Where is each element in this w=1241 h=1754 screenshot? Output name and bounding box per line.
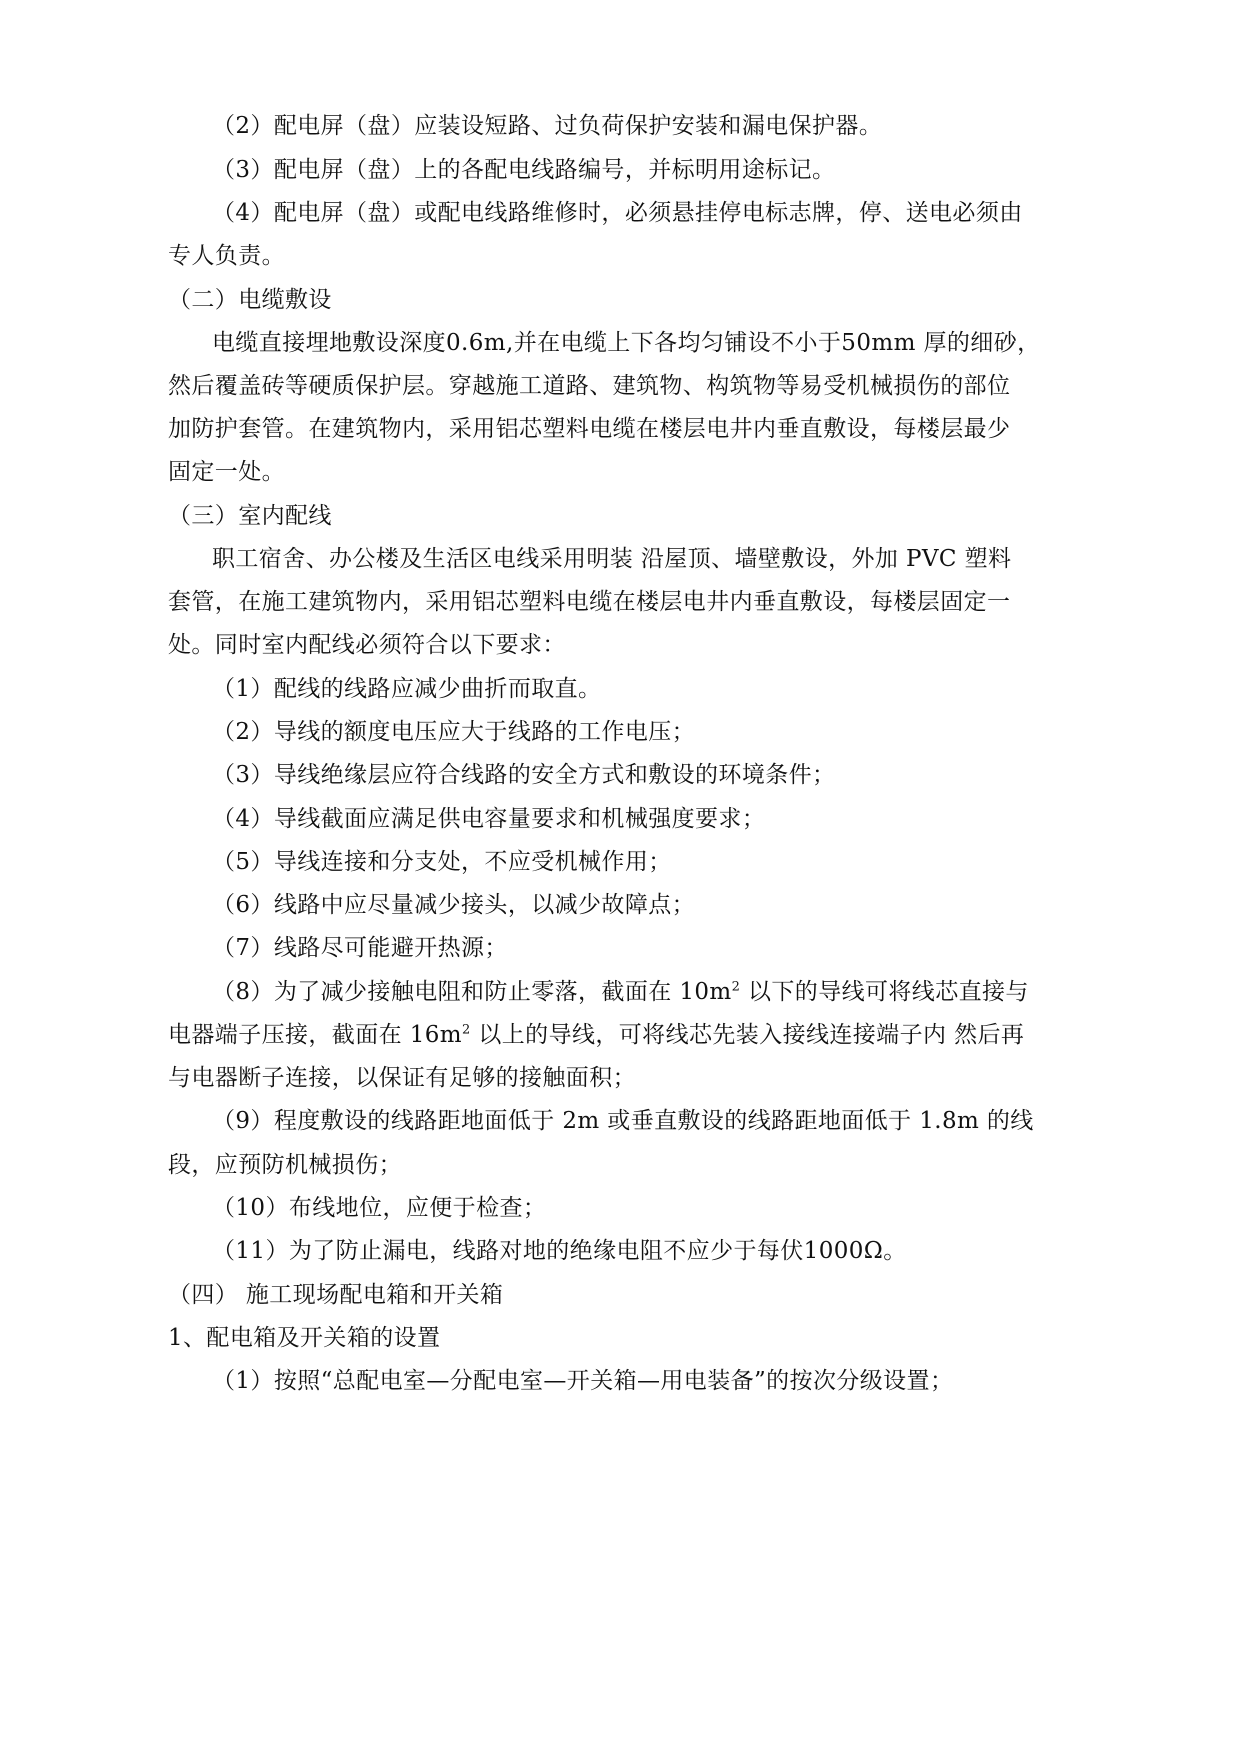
list-item: （5）导线连接和分支处，不应受机械作用； <box>212 849 672 875</box>
section-heading: （四） 施工现场配电箱和开关箱 <box>168 1282 504 1308</box>
superscript: 2 <box>462 1022 471 1038</box>
list-item <box>212 977 1029 1007</box>
text-line: 电缆直接埋地敷设深度0.6m,并在电缆上下各均匀铺设不小于50mm 厚的细砂， <box>212 330 1041 356</box>
list-item: （7）线路尽可能避开热源； <box>212 935 508 961</box>
section-heading: （三）室内配线 <box>168 503 332 529</box>
text-segment: 以下的导线可将线芯直接与 <box>740 979 1029 1005</box>
text-segment: （8）为了减少接触电阻和防止零落，截面在 10m <box>212 979 732 1005</box>
text-line: 套管，在施工建筑物内，采用铝芯塑料电缆在楼层电井内垂直敷设，每楼层固定一 <box>168 589 1011 615</box>
list-item: （6）线路中应尽量减少接头，以减少故障点； <box>212 892 696 918</box>
list-item: （3）导线绝缘层应符合线路的安全方式和敷设的环境条件； <box>212 762 836 788</box>
list-item: （11）为了防止漏电，线路对地的绝缘电阻不应少于每伏1000Ω。 <box>212 1238 907 1264</box>
text-segment: 以上的导线，可将线芯先装入接线连接端子内 然后再 <box>470 1022 1025 1048</box>
section-heading: （二）电缆敷设 <box>168 287 332 313</box>
list-item: （1）配线的线路应减少曲折而取直。 <box>212 676 602 702</box>
list-item: （4）导线截面应满足供电容量要求和机械强度要求； <box>212 806 766 832</box>
text-line: 加防护套管。在建筑物内，采用铝芯塑料电缆在楼层电井内垂直敷设，每楼层最少 <box>168 416 1011 442</box>
text-line <box>168 1020 1024 1050</box>
text-line: 然后覆盖砖等硬质保护层。穿越施工道路、建筑物、构筑物等易受机械损伤的部位 <box>168 373 1011 399</box>
list-item: （2）导线的额度电压应大于线路的工作电压； <box>212 719 696 745</box>
text-line: 职工宿舍、办公楼及生活区电线采用明装 沿屋顶、墙壁敷设，外加 PVC 塑料 <box>212 546 1012 572</box>
text-line: 固定一处。 <box>168 459 285 485</box>
text-line: 与电器断子连接，以保证有足够的接触面积； <box>168 1065 636 1091</box>
subsection-heading: 1、配电箱及开关箱的设置 <box>168 1325 441 1351</box>
text-line: 处。同时室内配线必须符合以下要求： <box>168 632 566 658</box>
text-line: 专人负责。 <box>168 243 285 269</box>
text-line: 段，应预防机械损伤； <box>168 1152 402 1178</box>
list-item: （9）程度敷设的线路距地面低于 2m 或垂直敷设的线路距地面低于 1.8m 的线 <box>212 1108 1034 1134</box>
text-line: （4）配电屏（盘）或配电线路维修时，必须悬挂停电标志牌，停、送电必须由 <box>212 200 1023 226</box>
list-item: （1）按照“总配电室—分配电室—开关箱—用电装备”的按次分级设置； <box>212 1368 954 1394</box>
text-line: （3）配电屏（盘）上的各配电线路编号，并标明用途标记。 <box>212 157 836 183</box>
superscript: 2 <box>731 979 741 995</box>
list-item: （10）布线地位，应便于检查； <box>212 1195 547 1221</box>
text-segment: 电器端子压接，截面在 16m <box>168 1022 462 1048</box>
text-line: （2）配电屏（盘）应装设短路、过负荷保护安装和漏电保护器。 <box>212 113 883 139</box>
